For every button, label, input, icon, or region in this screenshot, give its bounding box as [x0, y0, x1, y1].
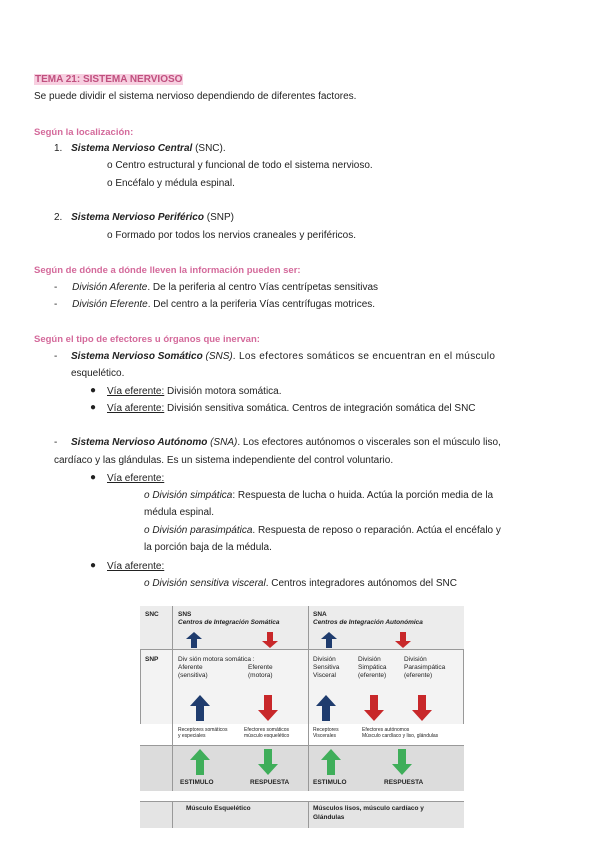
label-dpara-1: División [404, 656, 427, 663]
label-dsimp-1: División [358, 656, 381, 663]
arrow-down-icon [258, 749, 278, 775]
list-item-eferente: - División Eferente. Del centro a la periferia Vías centrífugas motrices. [54, 299, 376, 310]
label-dsv-1: División [313, 656, 336, 663]
arrow-up-icon [190, 695, 210, 721]
page-title: TEMA 21: SISTEMA NERVIOSO [35, 74, 183, 85]
sns-eferente: Vía eferente: División motora somática. [107, 386, 282, 397]
arrow-up-icon [186, 632, 202, 648]
label-musculos-lisos-1: Músculos lisos, músculo cardíaco y [313, 805, 424, 812]
arrow-up-icon [316, 695, 336, 721]
label-musculo-esqueletico: Músculo Esquelético [186, 805, 251, 812]
label-dsv-2: Sensitiva [313, 664, 340, 671]
arrow-down-icon [258, 695, 278, 721]
bottom-divider-2 [308, 801, 309, 828]
visceral-line: o División sensitiva visceral. Centros integradores autónomos del SNC [144, 578, 457, 589]
section-heading-localizacion: Según la localización: [34, 127, 134, 138]
parasimpatica-line1: o División parasimpática. Respuesta de reposo o reparación. Actúa el encéfalo y [144, 525, 501, 536]
bottom-divider-1 [172, 801, 173, 828]
list-item-snc: 1. Sistema Nervioso Central (SNC). [54, 143, 226, 154]
label-dsv-3: Visceral [313, 672, 337, 679]
intro-text: Se puede dividir el sistema nervioso dependiendo de diferentes factores. [34, 91, 357, 102]
col-divider-2 [308, 606, 309, 791]
simpatica-line1: o División simpática: Respuesta de lucha o huida. Actúa la porción media de la [144, 490, 494, 501]
label-estimulo-2: ESTIMULO [313, 779, 347, 786]
label-musculos-lisos-2: Glándulas [313, 814, 345, 821]
dash-sns: - [54, 351, 58, 362]
sns-aferente: Vía aferente: División sensitiva somática. Centros de integración somática del SNC [107, 403, 476, 414]
sna-aferente-label: Vía aferente: [107, 561, 165, 572]
bullet-sns-aferente: ● [90, 402, 97, 413]
snp-bullet-1: o Formado por todos los nervios craneales y periféricos. [107, 230, 357, 241]
label-snc: SNC [145, 611, 159, 618]
label-motora-somatica: Div sión motora somática : [178, 656, 255, 663]
arrow-up-icon [190, 749, 210, 775]
label-dsimp-3: (eferente) [358, 672, 387, 679]
label-ef-som-2: músculo esquelético [244, 733, 290, 739]
label-rec-som-2: y especiales [178, 733, 206, 739]
label-snp: SNP [145, 656, 159, 663]
sns-paragraph-line1: Sistema Nervioso Somático (SNS). Los efectores somáticos se encuentran en el músculo [71, 351, 496, 362]
list-item-snp: 2. Sistema Nervioso Periférico (SNP) [54, 212, 234, 223]
section-heading-efectores: Según el tipo de efectores u órganos que inervan: [34, 334, 260, 345]
col-divider-1 [172, 606, 173, 791]
label-dpara-3: (eferente) [404, 672, 433, 679]
header-sna-sub: Centros de Integración Autonómica [313, 619, 423, 626]
label-motora: (motora) [248, 672, 273, 679]
label-respuesta-2: RESPUESTA [384, 779, 424, 786]
arrow-down-icon [395, 632, 411, 648]
header-sns-sub: Centros de Integración Somática [178, 619, 280, 626]
label-estimulo-1: ESTIMULO [180, 779, 214, 786]
sna-paragraph-line2: cardíaco y las glándulas. Es un sistema independiente del control voluntario. [54, 455, 394, 466]
arrow-up-icon [321, 749, 341, 775]
arrow-down-icon [364, 695, 384, 721]
label-rec-som-1: Receptores somáticos [178, 727, 228, 733]
label-ef-aut-1: Efectores autónomos [362, 727, 410, 733]
header-sna: SNA [313, 611, 327, 618]
label-ef-som-1: Efectores somáticos [244, 727, 290, 733]
sna-paragraph-line1: Sistema Nervioso Autónomo (SNA). Los efectores autónomos o viscerales son el músculo liso, [71, 437, 501, 448]
sna-eferente-label: Vía eferente: [107, 473, 165, 484]
simpatica-line2: médula espinal. [144, 507, 215, 518]
dash-sna: - [54, 437, 58, 448]
label-rec-visc-1: Receptores [313, 727, 339, 733]
snc-bullet-2: o Encéfalo y médula espinal. [107, 178, 235, 189]
header-sns: SNS [178, 611, 192, 618]
section-heading-informacion: Según de dónde a dónde lleven la información pueden ser: [34, 265, 301, 276]
arrow-down-icon [392, 749, 412, 775]
sns-paragraph-line2: esquelético. [71, 368, 125, 379]
label-dsimp-2: Simpática [358, 664, 387, 671]
snc-bullet-1: o Centro estructural y funcional de todo el sistema nervioso. [107, 160, 373, 171]
label-sensitiva: (sensitiva) [178, 672, 208, 679]
label-aferente: Aferente [178, 664, 203, 671]
label-dpara-2: Parasimpática [404, 664, 446, 671]
label-respuesta-1: RESPUESTA [250, 779, 290, 786]
arrow-up-icon [321, 632, 337, 648]
label-rec-visc-2: Viscerales [313, 733, 336, 739]
arrow-down-icon [262, 632, 278, 648]
label-eferente: Eferente [248, 664, 273, 671]
parasimpatica-line2: la porción baja de la médula. [144, 542, 272, 553]
list-item-aferente: - División Aferente. De la periferia al centro Vías centrípetas sensitivas [54, 282, 379, 293]
nervous-system-diagram [140, 606, 464, 828]
bullet-sna-eferente: ● [90, 472, 97, 483]
bullet-sns-eferente: ● [90, 385, 97, 396]
arrow-down-icon [412, 695, 432, 721]
bullet-sna-aferente: ● [90, 560, 97, 571]
label-ef-aut-2: Músculo cardíaco y liso, glándulas [362, 733, 439, 739]
